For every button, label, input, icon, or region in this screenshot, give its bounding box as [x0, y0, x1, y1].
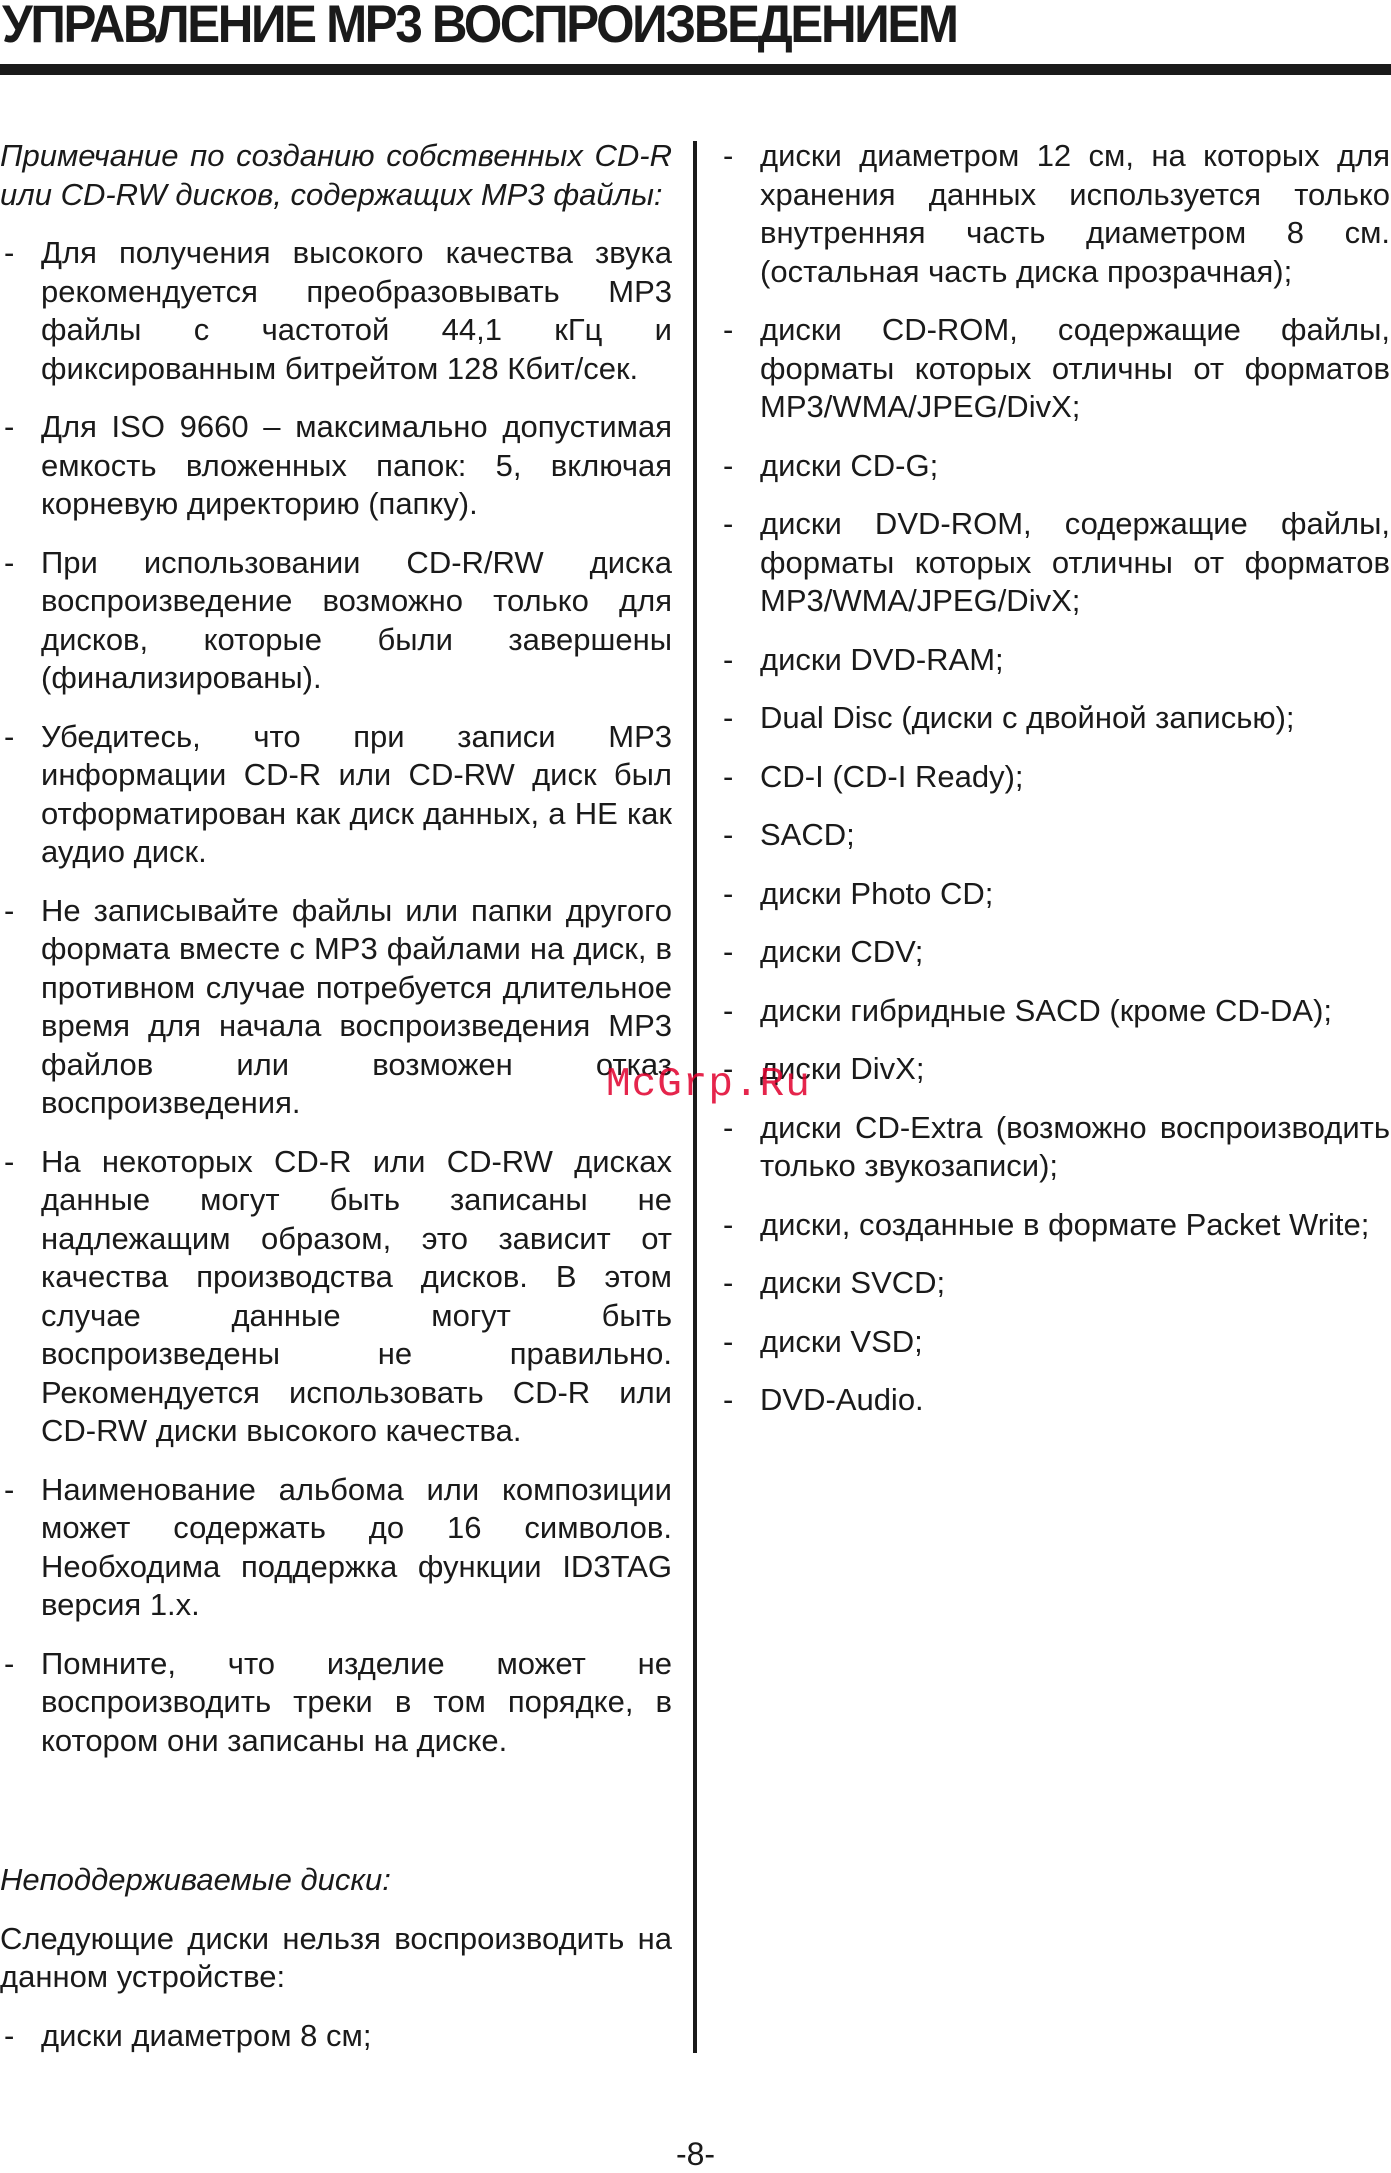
- list-item: - диски DVD-RAM;: [719, 641, 1390, 680]
- watermark: McGrp.Ru: [606, 1062, 811, 1108]
- list-item: - диски VSD;: [719, 1323, 1390, 1362]
- list-item: - диски CD-G;: [719, 447, 1390, 486]
- list-item: - CD-I (CD-I Ready);: [719, 758, 1390, 797]
- list-item: - DVD-Audio.: [719, 1381, 1390, 1420]
- unsupported-list-start: [0, 2017, 672, 2056]
- unsupported-intro: Следующие диски нельзя воспроизводить на данном устройстве:: [0, 1920, 672, 1994]
- list-item: - Не записывайте файлы или папки другого формата вместе с MP3 файлами на диск, в противном случае потребуется длительное время для начала воспроизведения MP3 файлов или возможен отказ воспроизведения.: [0, 892, 672, 1123]
- list-item: - диски, созданные в формате Packet Write;: [719, 1206, 1390, 1245]
- title-rule: [0, 64, 1391, 75]
- list-item: - Наименование альбома или композиции может содержать до 16 символов. Необходима поддержка функции ID3TAG версия 1.x.: [0, 1471, 672, 1625]
- unsupported-list: [719, 137, 1390, 1420]
- list-item: - диски CD-ROM, содержащие файлы, форматы которых отличны от форматов MP3/WMA/JPEG/DivX;: [719, 311, 1390, 427]
- list-item: - диски Photo CD;: [719, 875, 1390, 914]
- page-number: -8-: [675, 2136, 716, 2172]
- list-item: - SACD;: [719, 816, 1390, 855]
- list-item: - диски диаметром 12 см, на которых для хранения данных используется только внутренняя часть диаметром 8 см. (остальная часть диска прозрачная);: [719, 137, 1390, 291]
- list-item: - диски диаметром 8 см;: [0, 2017, 672, 2056]
- list-item: - диски DVD-ROM, содержащие файлы, форматы которых отличны от форматов MP3/WMA/JPEG/DivX;: [719, 505, 1390, 621]
- list-item: - Dual Disc (диски с двойной записью);: [719, 699, 1390, 738]
- list-item: - Убедитесь, что при записи MP3 информации CD-R или CD-RW диск был отформатирован как диск данных, а НЕ как аудио диск.: [0, 718, 672, 872]
- list-item: - При использовании CD-R/RW диска воспроизведение возможно только для дисков, которые были завершены (финализированы).: [0, 544, 672, 698]
- list-item: - диски CD-Extra (возможно воспроизводить только звукозаписи);: [719, 1109, 1390, 1186]
- list-item: - диски SVCD;: [719, 1264, 1390, 1303]
- list-item: - Помните, что изделие может не воспроизводить треки в том порядке, в котором они записаны на диске.: [0, 1645, 672, 1761]
- mp3-notes-list: [0, 234, 672, 1760]
- right-column: [719, 137, 1390, 1440]
- list-item: - диски CDV;: [719, 933, 1390, 972]
- left-column: [0, 137, 672, 2075]
- page-title: УПРАВЛЕНИЕ МР3 ВОСПРОИЗВЕДЕНИЕМ: [2, 0, 957, 54]
- unsupported-heading: Неподдерживаемые диски:: [0, 1862, 391, 1897]
- list-item: - диски DivX;: [719, 1050, 1390, 1089]
- section-spacer: [0, 1780, 672, 1861]
- list-item: - Для ISO 9660 – максимально допустимая емкость вложенных папок: 5, включая корневую директорию (папку).: [0, 408, 672, 524]
- list-item: - На некоторых CD-R или CD-RW дисках данные могут быть записаны не надлежащим образом, это зависит от качества производства дисков. В этом случае данные могут быть воспроизведены не правильно. Рекомендуется использовать CD-R или CD-RW диски высокого качества.: [0, 1143, 672, 1451]
- list-item: - диски гибридные SACD (кроме CD-DA);: [719, 992, 1390, 1031]
- note-heading: Примечание по созданию собственных CD-R или CD-RW дисков, содержащих MP3 файлы:: [0, 138, 672, 212]
- list-item: - Для получения высокого качества звука рекомендуется преобразовывать MP3 файлы с частотой 44,1 кГц и фиксированным битрейтом 128 Кбит/сек.: [0, 234, 672, 388]
